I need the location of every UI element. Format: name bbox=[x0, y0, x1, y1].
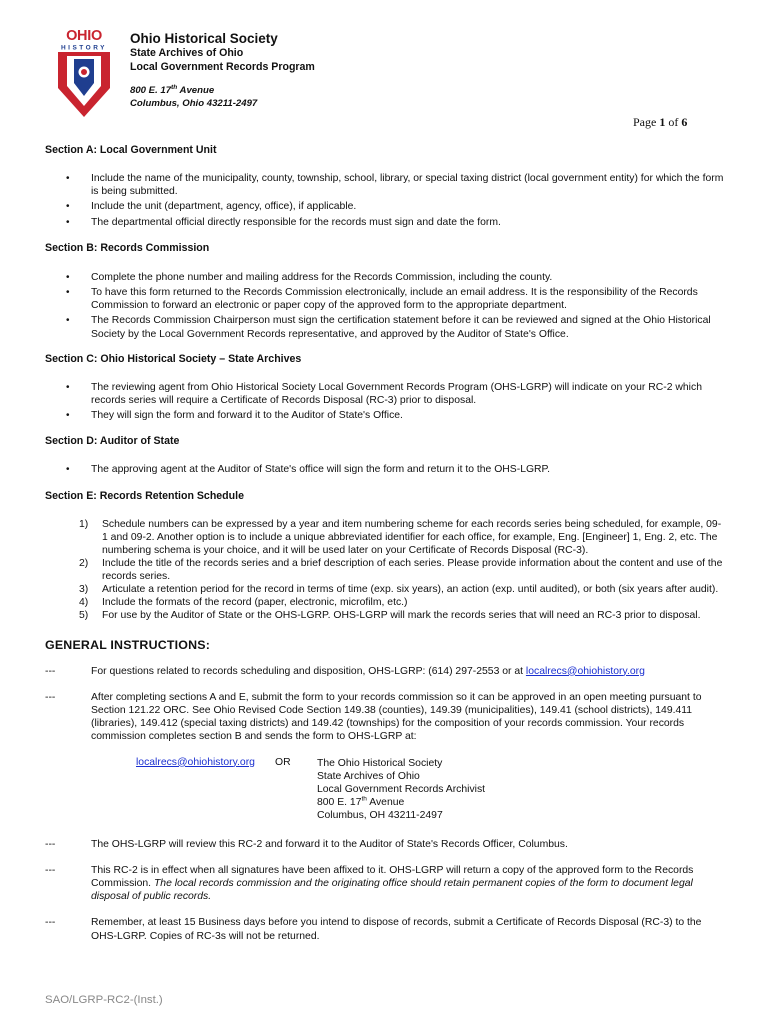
section-e-title: Section E: Records Retention Schedule bbox=[45, 489, 244, 502]
section-e-list bbox=[45, 518, 725, 622]
instruction-row: --- Remember, at least 15 Business days before you intend to dispose of records, submit a Certificate of Records Disposal (RC-3) to the OHS-LGRP. Copies of RC-3s will not be returned. bbox=[45, 917, 702, 942]
org-address-city: Columbus, Ohio 43211-2497 bbox=[130, 98, 258, 109]
section-a-title: Section A: Local Government Unit bbox=[45, 144, 217, 156]
row-dash: --- bbox=[45, 691, 56, 703]
list-item: 5) For use by the Auditor of State or the OHS-LGRP. OHS-LGRP will mark the records series that will need an RC-3 prior to disposal. bbox=[79, 609, 701, 621]
section-c-list bbox=[45, 381, 725, 423]
instruction-row: --- The OHS-LGRP will review this RC-2 and forward it to the Auditor of State's Records Officer, Columbus. bbox=[45, 838, 568, 850]
list-item: • Include the unit (department, agency, office), if applicable. bbox=[45, 200, 725, 213]
list-item: 1) Schedule numbers can be expressed by a year and item numbering scheme for each records series being scheduled, for example, 09-1 and 09-2. Another option is to include a unique abbreviated identifier for each office, for example, Eng. [Engineer] 1, Eng. 2, etc. The numbering schema is your choice, and it will be used later on your Certificate of Records Disposal (RC-3). bbox=[79, 518, 722, 556]
mailing-address: The Ohio Historical Society State Archives of Ohio Local Government Records Archivist 800 E. 17th Avenue Columbus, OH 43211-2497 bbox=[317, 757, 486, 822]
list-item: • Include the name of the municipality, county, township, school, library, or special taxing district (local government entity) for which the form is being submitted. bbox=[45, 172, 725, 198]
instruction-row: --- After completing sections A and E, submit the form to your records commission so it can be approved in an open meeting pursuant to Section 121.22 ORC. See Ohio Revised Code Section 149.38 (counties), 149.39 (municipalities), 149.41 (school districts), 149.411 (libraries), 149.412 (special taxing districts) and 149.42 (townships) for the composition of your records commission. Your records commission completes section B and sends the form to OHS-LGRP at: bbox=[45, 691, 702, 743]
section-d-list bbox=[45, 463, 725, 476]
section-a-list bbox=[45, 172, 725, 229]
list-item: 2) Include the title of the records series and a brief description of each series. Please provide information about the content and use of the records series. bbox=[79, 557, 723, 582]
instruction-row: --- This RC-2 is in effect when all signatures have been affixed to it. OHS-LGRP will return a copy of the approved form to the Records Commission. The local records commission and the originating office should retain permanent copies of the form to document legal disposal of public records. bbox=[45, 864, 694, 903]
logo-ohio-text: OHIO bbox=[66, 28, 102, 44]
or-label: OR bbox=[275, 756, 291, 768]
list-item: 3) Articulate a retention period for the record in terms of time (exp. six years), an action (exp. until audited), or both (six years after audit). bbox=[79, 583, 719, 595]
org-line-2: Local Government Records Program bbox=[130, 61, 315, 73]
list-item: • To have this form returned to the Records Commission electronically, include an email address. It is the responsibility of the Records Commission to forward an electronic or paper copy of the approved form to the appropriate department. bbox=[45, 286, 725, 312]
section-d-title: Section D: Auditor of State bbox=[45, 435, 180, 448]
list-item: • The Records Commission Chairperson must sign the certification statement before it can be reviewed and signed at the Ohio Historical Society by the Local Government Records representative, and approved by the Auditor of State's Office. bbox=[45, 314, 725, 340]
instruction-row: --- For questions related to records scheduling and disposition, OHS-LGRP: (614) 297-2553 or at localrecs@ohiohistory.org bbox=[45, 665, 645, 677]
list-item: • The reviewing agent from Ohio Historical Society Local Government Records Program (OHS-LGRP) will indicate on your RC-2 which records series will require a Certificate of Records Disposal (RC-3) prior to disposal. bbox=[45, 381, 725, 407]
list-item: • The approving agent at the Auditor of State's office will sign the form and return it to the OHS-LGRP. bbox=[45, 463, 725, 476]
row-dash: --- bbox=[45, 838, 56, 850]
submission-email-link[interactable]: localrecs@ohiohistory.org bbox=[136, 756, 255, 768]
ohio-history-logo bbox=[54, 28, 114, 120]
org-address-street: 800 E. 17th Avenue bbox=[130, 83, 215, 96]
section-c-title: Section C: Ohio Historical Society – State Archives bbox=[45, 352, 302, 365]
email-link[interactable]: localrecs@ohiohistory.org bbox=[525, 665, 645, 677]
row-dash: --- bbox=[45, 864, 56, 876]
section-b-list bbox=[45, 271, 725, 341]
list-item: • Complete the phone number and mailing address for the Records Commission, including the county. bbox=[45, 271, 725, 284]
submission-address-block bbox=[45, 757, 725, 825]
section-b-title: Section B: Records Commission bbox=[45, 241, 210, 254]
list-item: • The departmental official directly responsible for the records must sign and date the form. bbox=[45, 216, 725, 229]
form-code-footer: SAO/LGRP-RC2-(Inst.) bbox=[45, 994, 163, 1006]
row-dash: --- bbox=[45, 665, 56, 677]
page-number: Page 1 of 6 bbox=[633, 115, 688, 129]
org-line-1: State Archives of Ohio bbox=[130, 47, 244, 59]
general-instructions-title: GENERAL INSTRUCTIONS: bbox=[45, 637, 211, 652]
list-item: 4) Include the formats of the record (paper, electronic, microfilm, etc.) bbox=[79, 596, 408, 608]
instructions-body bbox=[45, 144, 725, 943]
row-dash: --- bbox=[45, 917, 56, 929]
org-name: Ohio Historical Society bbox=[130, 31, 278, 46]
list-item: • They will sign the form and forward it to the Auditor of State's Office. bbox=[45, 409, 725, 422]
logo-history-text: HISTORY bbox=[60, 44, 108, 52]
letterhead bbox=[130, 31, 315, 110]
